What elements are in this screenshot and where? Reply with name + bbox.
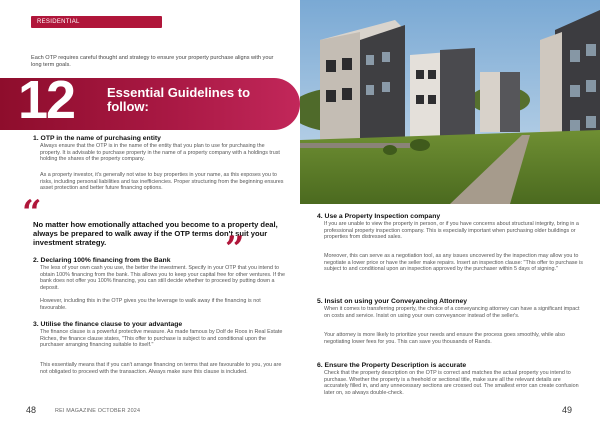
item-body-2a: The less of your own cash you use, the better the investment. Specify in your OTP that you intend to obtain 100% financing from the bank. This allows you to keep your capital free for other ventures. If the bank does not offer you 100% financing, you can still decide whether to proceed by putting down a deposit. [40, 265, 286, 291]
item-body-1b: As a property investor, it's generally not wise to buy properties in your name, as this exposes you to risks, including personal liabilities and tax inefficiencies. Proper structuring from the beginning ensures asset protection and better future financing options. [40, 172, 284, 192]
item-heading-2: 2. Declaring 100% financing from the Bank [33, 257, 171, 264]
item-body-5a: When it comes to transferring property, the choice of a conveyancing attorney can have a significant impact on costs and service. Insist on using your own conveyancer instead of the seller's. [324, 306, 580, 319]
apartment-photo [300, 0, 600, 204]
item-body-3a: The finance clause is a powerful protective measure. As made famous by Dolf de Roos in Real Estate Riches, the finance clause states, "This offer to purchase is subject to and conditional upon the purchaser arranging financing suitable to itself." [40, 329, 283, 349]
section-tag: RESIDENTIAL [31, 16, 162, 28]
banner-number: 12 [18, 70, 75, 130]
item-heading-6: 6. Ensure the Property Description is accurate [317, 362, 467, 369]
intro-text: Each OTP requires careful thought and strategy to ensure your property purchase aligns with your long term goals. [31, 55, 274, 68]
page-number-right: 49 [562, 405, 573, 415]
item-body-2b: However, including this in the OTP gives you the leverage to walk away if the financing is not favourable. [40, 298, 261, 311]
item-body-5b: Your attorney is more likely to prioritize your needs and ensure the process goes smoothly, while also negotiating lower fees for you. This can save you thousands of Rands. [324, 332, 565, 345]
item-body-4a: If you are unable to view the property in person, or if you have concerns about structural integrity, bring in a professional property inspection company. This is especially important when purchasing older buildings or properties from distressed sales. [324, 221, 579, 241]
item-heading-3: 3. Utilise the finance clause to your advantage [33, 321, 183, 328]
item-heading-4: 4. Use a Property Inspection company [317, 213, 441, 220]
right-page [300, 0, 600, 424]
quote-open-mark: “ [22, 193, 42, 233]
footer-magazine: REI MAGAZINE OCTOBER 2024 [55, 408, 141, 414]
item-body-6a: Check that the property description on the OTP is correct and matches the actual property you intend to purchase. Whether the property is a freehold or sectional title, make sure all the relevant details are accurately filled in, and any unnecessary sections are crossed out. The smallest error can create confusion later on, so always double-check. [324, 370, 579, 396]
item-heading-1: 1. OTP in the name of purchasing entity [33, 135, 161, 142]
item-body-1a: Always ensure that the OTP is in the name of the entity that you plan to use for purchasing the property. It is advisable to purchase property in the name of a property company with a holdings trust holding the shares of the property company. [40, 143, 280, 163]
page-number-left: 48 [26, 405, 37, 415]
item-body-4b: Moreover, this can serve as a negotiation tool, as any issues uncovered by the inspection may allow you to negotiate a lower price or have the seller make repairs. Insert an inspection clause: "This offer to purchase is subject to and conditional upon an inspection approved by the purchaser within 5 days of signing." [324, 253, 583, 273]
item-body-3b: This essentially means that if you can't arrange financing on terms that are favourable to you, you are not obligated to proceed with the transaction. Always make sure this clause is included. [40, 362, 282, 375]
quote-close-mark: ” [225, 229, 245, 269]
item-heading-5: 5. Insist on using your Conveyancing Attorney [317, 298, 468, 305]
pull-quote: No matter how emotionally attached you become to a property deal, always be prepared to walk away if the OTP terms don't suit your investment strategy. [33, 220, 278, 248]
banner-title: Essential Guidelines to follow: [107, 85, 251, 114]
